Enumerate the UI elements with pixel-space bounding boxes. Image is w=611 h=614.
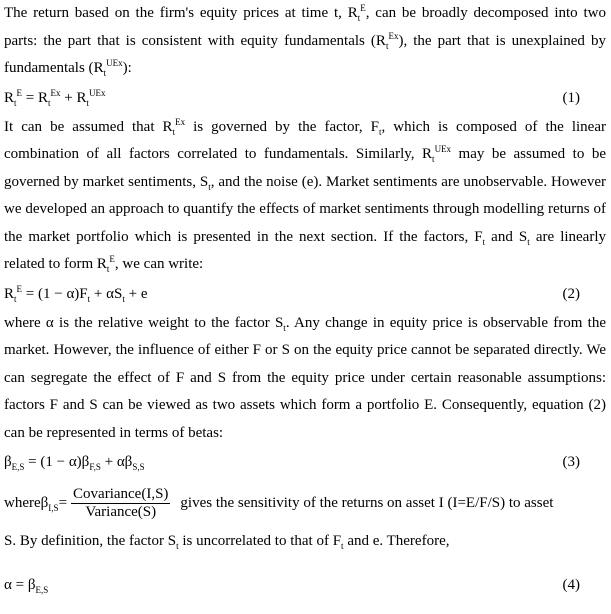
math-F-t: $F_t$ xyxy=(370,118,382,137)
paragraph-4: S. By definition, the factor $S_t$ is uncorrelated to that of $F_t$ and e. Therefore, xyxy=(4,533,450,551)
paragraph-3: where α is the relative weight to the factor $S_t$. Any change in equity price is observable from the market. However, the influence of either F or S on the equity price cannot be separated directly. We can segregate the effect of F and S from the equity price under certain reasonable assumptions: factors F and S can be viewed as two assets which form a portfolio E. Consequently, equation (2) can be represented in terms of betas: xyxy=(4,314,606,441)
math-R-t-Ex: $R_t^{Ex}$ xyxy=(375,30,399,51)
paragraph-1 xyxy=(4,0,606,83)
equation-number-3: (3) xyxy=(562,454,580,470)
equation-3 xyxy=(4,447,606,478)
equation-3-body: $\beta_{E,S} = (1 - \alpha)\beta_{F,S} + \alpha\beta_{S,S}$ xyxy=(4,454,145,472)
equation-2-body: $R_t^E = (1 - \alpha)F_t + \alpha S_t + e$ xyxy=(4,283,148,304)
math-R-t-UEx: $R_t^{UEx}$ xyxy=(93,58,123,78)
paragraph-2: It can be assumed that $R_t^{Ex}$ is governed by the factor, $F_t$, which is composed of the linear combination of all factors correlated to fundamentals. Similarly, $R_t^{UEx}$ may be assumed to be governed by market sentiments, $S_t$, and the noise (e). Market sentiments are unobservable. However we developed an approach to quantify the effects of market sentiments through modelling returns of the market portfolio which is presented in the next section. If the factors, $F_t$ and $S_t$ are linearly related to form $R_t^E$, we can write: xyxy=(4,116,607,274)
equation-number-2: (2) xyxy=(562,285,580,302)
beta-definition-line: where $\beta_{I,S}$ = $\frac{\text{Covariance(I,S)}}{\text{Variance(S)}}$ gives the sensitivity of the returns on asset I (I=E/F/S) to asset xyxy=(4,485,554,520)
fraction-denominator: Variance(S) xyxy=(85,503,157,520)
math-S-t: $S_t$ xyxy=(274,314,286,333)
math-F-t: $F_t$ xyxy=(332,533,344,551)
math-F-t: $F_t$ xyxy=(474,228,486,247)
text: ): xyxy=(122,60,132,76)
math-S-t: $S_t$ xyxy=(167,533,179,551)
equation-number-4: (4) xyxy=(562,576,580,593)
math-R-t-UEx: $R_t^{UEx}$ xyxy=(422,144,452,164)
text: ), the part that is unexplained by fundamentals ( xyxy=(4,32,606,76)
text: , can be broadly decomposed into two parts: the part that is consistent with equity fundamentals ( xyxy=(4,5,606,49)
equation-1 xyxy=(4,83,606,114)
math-R-t-E: $R_t^E$ xyxy=(96,254,115,274)
math-S-t: $S_t$ xyxy=(518,228,530,247)
text: The return based on the firm's equity prices at time t, xyxy=(4,5,348,21)
equation-4-body: $\alpha = \beta_{E,S}$ xyxy=(4,576,49,595)
equation-4 xyxy=(4,570,606,601)
math-R-t-E: $R_t^E$ xyxy=(347,3,366,23)
math-S-t: $S_t$ xyxy=(199,173,211,192)
equation-2 xyxy=(4,279,606,310)
fraction xyxy=(71,486,170,521)
equation-number-1: (1) xyxy=(562,89,580,106)
math-R-t-Ex: $R_t^{Ex}$ xyxy=(162,116,186,137)
equation-1-body: $R_t^E = R_t^{Ex} + R_t^{UEx}$ xyxy=(4,87,106,108)
fraction-numerator: Covariance(I,S) xyxy=(73,485,169,502)
paper-page xyxy=(4,0,606,601)
